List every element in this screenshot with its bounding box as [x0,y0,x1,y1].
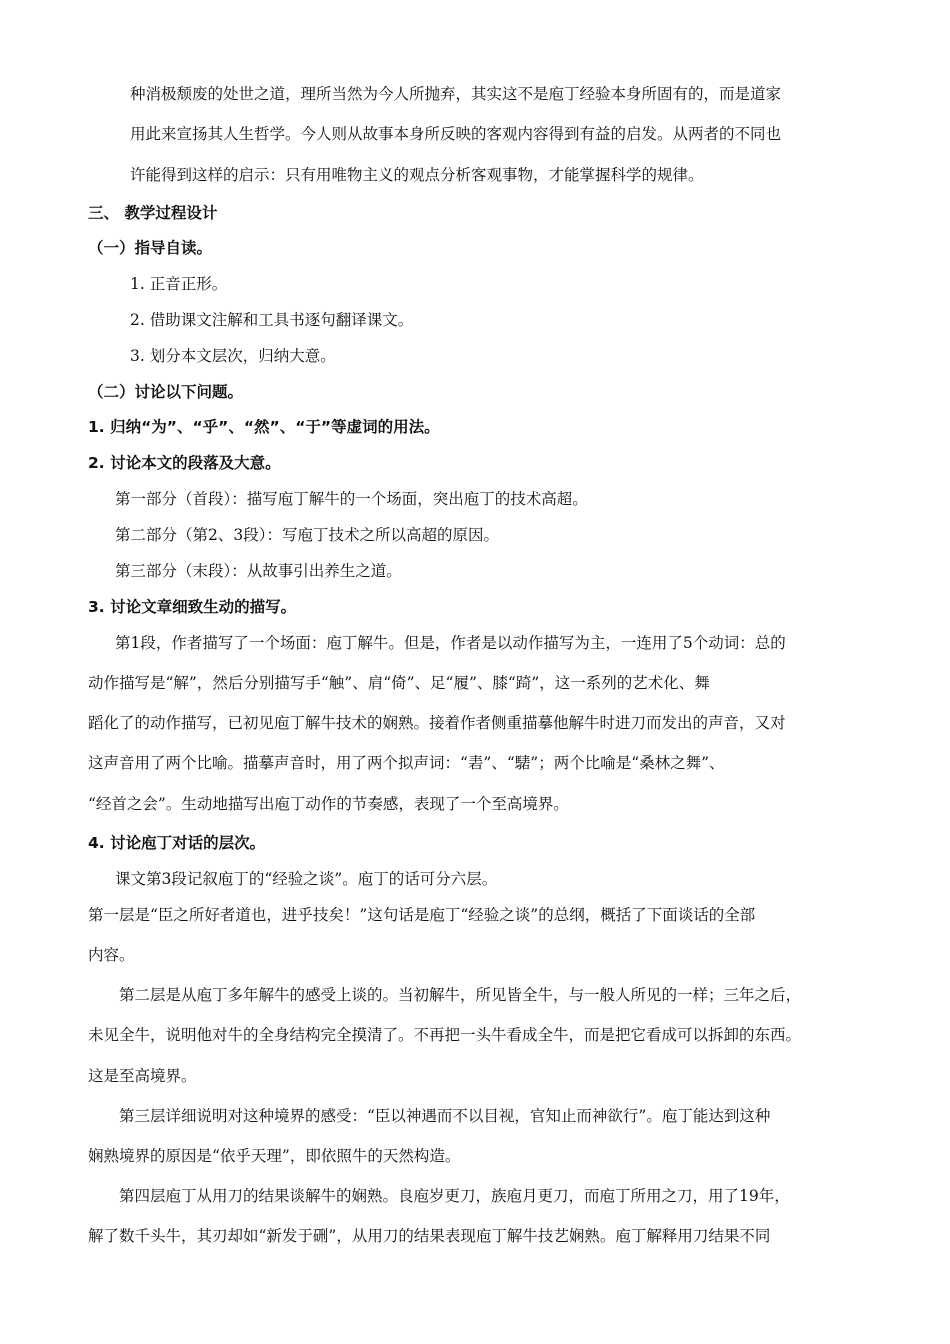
paragraph-line: 解了数千头牛，其刃却如“新发于硎”，从用刀的结果表现庖丁解牛技艺娴熟。庖丁解释用刀结果不同 [88,1227,771,1245]
question-heading: 4. 讨论庖丁对话的层次。 [88,834,266,852]
list-item: 3. 划分本文层次，归纳大意。 [130,347,336,365]
question-heading: 1. 归纳“为”、“乎”、“然”、“于”等虚词的用法。 [88,418,440,436]
section-heading: 三、 教学过程设计 [88,204,218,222]
paragraph-line: 第三层详细说明对这种境界的感受：“臣以神遇而不以目视，官知止而神欲行”。庖丁能达到这种 [119,1107,771,1125]
paragraph-line: 课文第3段记叙庖丁的“经验之谈”。庖丁的话可分六层。 [115,870,498,888]
paragraph-line: 第1段，作者描写了一个场面：庖丁解牛。但是，作者是以动作描写为主，一连用了5个动词：总的 [115,634,786,652]
question-heading: 3. 讨论文章细致生动的描写。 [88,598,297,616]
paragraph-line: “经首之会”。生动地描写出庖丁动作的节奏感，表现了一个至高境界。 [88,795,569,813]
list-item: 2. 借助课文注解和工具书逐句翻译课文。 [130,311,414,329]
list-item: 第一部分（首段）：描写庖丁解牛的一个场面，突出庖丁的技术高超。 [115,490,588,508]
paragraph-line: 蹈化了的动作描写，已初见庖丁解牛技术的娴熟。接着作者侧重描摹他解牛时进刀而发出的声音，又对 [88,714,786,732]
paragraph-line: 这声音用了两个比喻。描摹声音时，用了两个拟声词：“砉”、“騞”；两个比喻是“桑林之舞”、 [88,754,725,772]
subsection-heading: （一）指导自读。 [88,239,213,257]
paragraph-line: 用此来宣扬其人生哲学。今人则从故事本身所反映的客观内容得到有益的启发。从两者的不同也 [130,125,782,143]
paragraph-line: 第四层庖丁从用刀的结果谈解牛的娴熟。良庖岁更刀，族庖月更刀，而庖丁所用之刀，用了19年， [119,1187,790,1205]
paragraph-line: 许能得到这样的启示：只有用唯物主义的观点分析客观事物，才能掌握科学的规律。 [130,166,704,184]
paragraph-line: 第一层是“臣之所好者道也，进乎技矣！”这句话是庖丁“经验之谈”的总纲，概括了下面谈话的全部 [88,906,756,924]
question-heading: 2. 讨论本文的段落及大意。 [88,454,281,472]
paragraph-line: 这是至高境界。 [88,1067,197,1085]
paragraph-line: 内容。 [88,946,135,964]
paragraph-line: 第二层是从庖丁多年解牛的感受上谈的。当初解牛，所见皆全牛，与一般人所见的一样；三年之后， [119,986,802,1004]
subsection-heading: （二）讨论以下问题。 [88,383,244,401]
paragraph-line: 娴熟境界的原因是“依乎天理”，即依照牛的天然构造。 [88,1147,461,1165]
list-item: 第三部分（末段）：从故事引出养生之道。 [115,562,402,580]
paragraph-line: 种消极颓废的处世之道，理所当然为今人所抛弃，其实这不是庖丁经验本身所固有的，而是道家 [130,85,782,103]
list-item: 1. 正音正形。 [130,275,228,293]
paragraph-line: 动作描写是“解”，然后分别描写手“触”、肩“倚”、足“履”、膝“踦”，这一系列的艺术化、舞 [88,674,710,692]
list-item: 第二部分（第2、3段）：写庖丁技术之所以高超的原因。 [115,526,499,544]
paragraph-line: 未见全牛，说明他对牛的全身结构完全摸清了。不再把一头牛看成全牛，而是把它看成可以拆卸的东西。 [88,1026,802,1044]
